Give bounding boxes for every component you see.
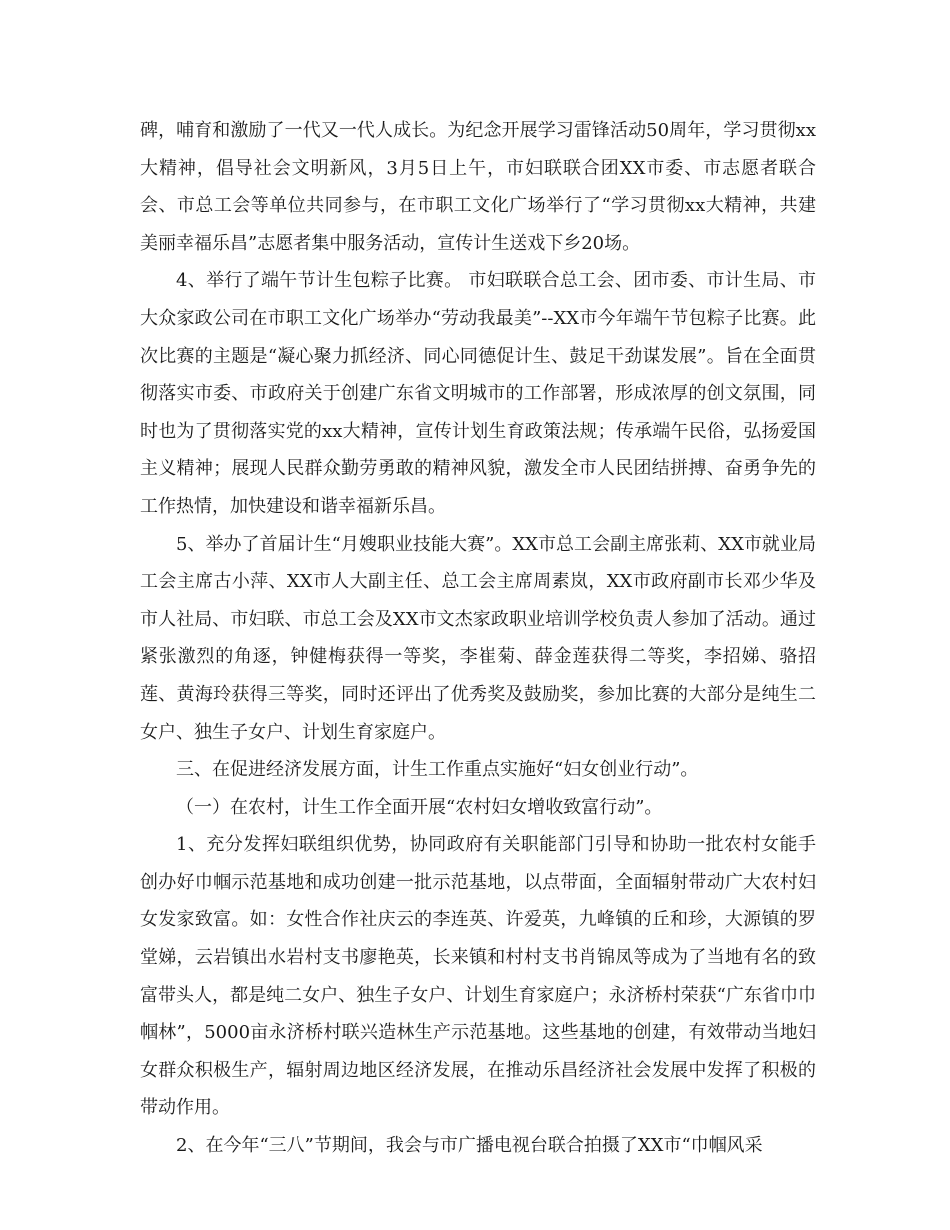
- section-heading-women-entrepreneurship: 三、在促进经济发展方面，计生工作重点实施好“妇女创业行动”。: [176, 759, 699, 781]
- paragraph-march-eighth-filming: 2、在今年“三八”节期间，我会与市广播电视台联合拍摄了XX市“巾帼风采: [176, 1135, 763, 1157]
- paragraph-dragon-boat-zongzi-contest: 4、举行了端午节计生包粽子比赛。 市妇联联合总工会、团市委、市计生局、市大众家政公司在市职工文化广场举办“劳动我最美”--XX市今年端午节包粽子比赛。此次比赛的主题是“凝心聚力抓经济、同心同德促计生、鼓足干劲谋发展”。旨在全面贯彻落实市委、市政府关于创建广东省文明城市的工作部署，形成浓厚的创文氛围，同时也为了贯彻落实党的xx大精神，宣传计划生育政策法规；传承端午民俗，弘扬爱国主义精神；展现人民群众勤劳勇敢的精神风貌，激发全市人民团结拼搏、奋勇争先的工作热情，加快建设和谐幸福新乐昌。: [140, 270, 816, 517]
- subsection-heading-rural-women: （一）在农村，计生工作全面开展“农村妇女增收致富行动”。: [176, 796, 663, 818]
- paragraph-maternity-nurse-skills-contest: 5、举办了首届计生“月嫂职业技能大赛”。XX市总工会副主席张莉、XX市就业局工会主席古小萍、XX市人大副主任、总工会主席周素岚，XX市政府副市长邓少华及市人社局、市妇联、市总工会及XX市文杰家政职业培训学校负责人参加了活动。通过紧张激烈的角逐，钟健梅获得一等奖，李崔菊、薛金莲获得二等奖，李招娣、骆招莲、黄海玲获得三等奖，同时还评出了优秀奖及鼓励奖，参加比赛的大部分是纯生二女户、独生子女户、计划生育家庭户。: [140, 533, 816, 743]
- paragraph-women-demonstration-bases: 1、充分发挥妇联组织优势，协同政府有关职能部门引导和协助一批农村女能手创办好巾帼示范基地和成功创建一批示范基地，以点带面，全面辐射带动广大农村妇女发家致富。如：女性合作社庆云的李连英、许爱英，九峰镇的丘和珍，大源镇的罗堂娣，云岩镇出水岩村支书廖艳英，长来镇和村村支书肖锦凤等成为了当地有名的致富带头人，都是纯二女户、独生子女户、计划生育家庭户；永济桥村荣获“广东省巾巾帼林”，5000亩永济桥村联兴造林生产示范基地。这些基地的创建，有效带动当地妇女群众积极生产，辐射周边地区经济发展，在推动乐昌经济社会发展中发挥了积极的带动作用。: [140, 834, 816, 1119]
- paragraph-continued-lei-feng-activity: 碑，哺育和激励了一代又一代人成长。为纪念开展学习雷锋活动50周年，学习贯彻xx大精神，倡导社会文明新风，3月5日上午，市妇联联合团XX市委、市志愿者联合会、市总工会等单位共同参与，在市职工文化广场举行了“学习贯彻xx大精神，共建美丽幸福乐昌”志愿者集中服务活动，宣传计生送戏下乡20场。: [140, 120, 816, 254]
- document-body: [140, 112, 816, 1165]
